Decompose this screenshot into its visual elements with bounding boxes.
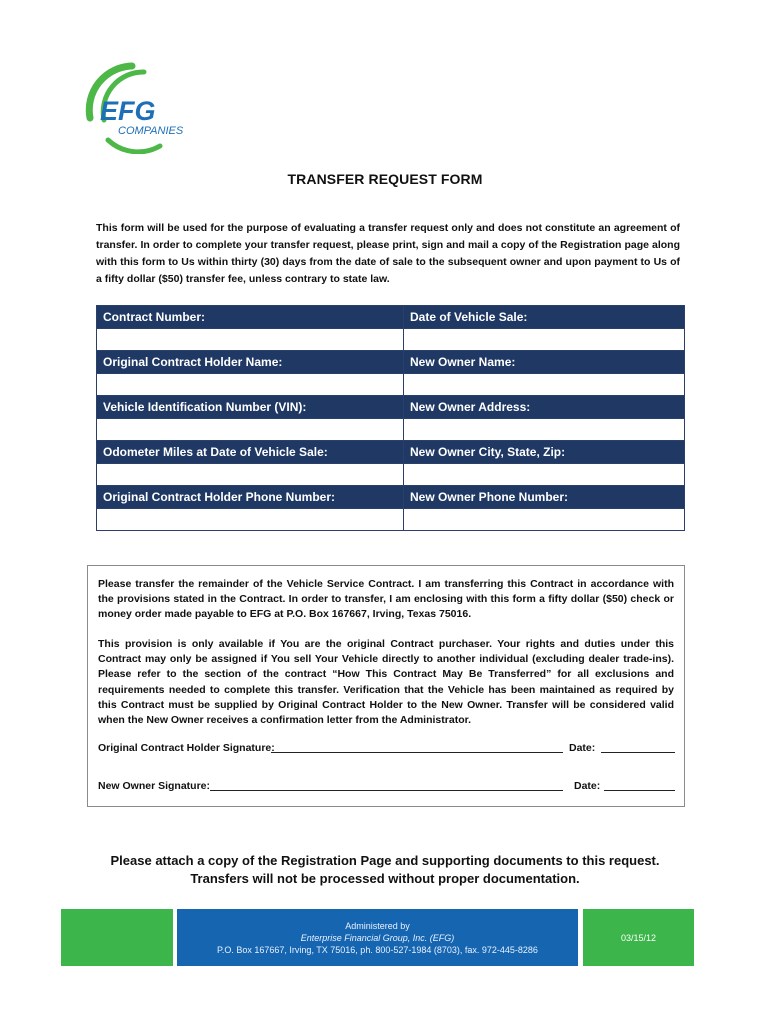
field-input-row (97, 509, 685, 531)
form-title: TRANSFER REQUEST FORM (287, 171, 483, 187)
new-owner-signature-row (98, 778, 674, 794)
new-owner-address-field[interactable] (404, 419, 685, 441)
logo-text-companies: COMPANIES (118, 125, 184, 137)
attach-instructions (0, 852, 770, 888)
vin-label: Vehicle Identification Number (VIN): (97, 396, 404, 419)
footer-date: 03/15/12 (620, 933, 657, 943)
original-holder-phone-label: Original Contract Holder Phone Number: (97, 486, 404, 509)
new-owner-city-field[interactable] (404, 464, 685, 486)
field-header-row (97, 306, 685, 329)
new-owner-city-label: New Owner City, State, Zip: (404, 441, 685, 464)
footer-green-block-left (61, 909, 173, 966)
date-of-sale-field[interactable] (404, 329, 685, 351)
footer-administrator-block (177, 909, 578, 966)
vin-field[interactable] (97, 419, 404, 441)
new-owner-name-field[interactable] (404, 374, 685, 396)
original-holder-name-field[interactable] (97, 374, 404, 396)
logo-text-efg: EFG (100, 96, 156, 126)
attach-line-2: Transfers will not be processed without proper documentation. (190, 871, 580, 886)
field-header-row (97, 486, 685, 509)
original-holder-signature-row (98, 740, 674, 756)
new-owner-name-label: New Owner Name: (404, 351, 685, 374)
transfer-fields-table (96, 305, 685, 531)
field-input-row (97, 419, 685, 441)
new-owner-phone-field[interactable] (404, 509, 685, 531)
new-owner-signature-line[interactable] (210, 790, 563, 791)
footer-line-3: P.O. Box 167667, Irving, TX 75016, ph. 800-527-1984 (8703), fax. 972-445-8286 (217, 945, 538, 955)
field-input-row (97, 374, 685, 396)
field-input-row (97, 464, 685, 486)
new-owner-signature-label: New Owner Signature: (98, 780, 211, 792)
footer-line-2: Enterprise Financial Group, Inc. (EFG) (300, 933, 455, 943)
field-header-row (97, 351, 685, 374)
intro-paragraph: This form will be used for the purpose of evaluating a transfer request only and does not constitute an agreement of transfer. In order to complete your transfer request, please print, sign and mail a copy of the Registration page along with this form to Us within thirty (30) days from the date of sale to the subsequent owner and upon payment to Us of a fifty dollar ($50) transfer fee, unless contrary to state law. (96, 222, 680, 285)
original-holder-signature-line[interactable] (271, 752, 563, 753)
footer-date-block (583, 909, 694, 966)
original-holder-date-line[interactable] (601, 752, 675, 753)
notice-paragraph-1: Please transfer the remainder of the Vehicle Service Contract. I am transferring this Contract in accordance with the provisions stated in the Contract. In order to transfer, I am enclosing with this form a fifty dollar ($50) check or money order made payable to EFG at P.O. Box 167667, Irving, Texas 75016. (98, 578, 674, 621)
notice-paragraph-2: This provision is only available if You are the original Contract purchaser. Your rights and duties under this Contract may only be assigned if You sell Your Vehicle directly to another individual (excluding dealer trade-ins). Please refer to the section of the contract “How This Contract May Be Transferred” for all exclusions and requirements needed to complete this transfer. Verification that the Vehicle has been maintained as required by this Contract must be supplied by Original Contract Holder to the New Owner. Transfer will be considered valid when the New Owner receives a confirmation letter from the Administrator. (98, 638, 674, 727)
attach-line-1: Please attach a copy of the Registration Page and supporting documents to this request. (110, 853, 660, 868)
contract-number-field[interactable] (97, 329, 404, 351)
efg-logo (74, 58, 204, 154)
field-input-row (97, 329, 685, 351)
new-owner-date-label: Date: (574, 780, 601, 792)
new-owner-address-label: New Owner Address: (404, 396, 685, 419)
original-holder-signature-label: Original Contract Holder Signature: (98, 742, 275, 754)
footer-line-1: Administered by (345, 921, 410, 931)
odometer-field[interactable] (97, 464, 404, 486)
odometer-label: Odometer Miles at Date of Vehicle Sale: (97, 441, 404, 464)
field-header-row (97, 396, 685, 419)
original-holder-date-label: Date: (569, 742, 596, 754)
original-holder-name-label: Original Contract Holder Name: (97, 351, 404, 374)
original-holder-phone-field[interactable] (97, 509, 404, 531)
date-of-sale-label: Date of Vehicle Sale: (404, 306, 685, 329)
transfer-notice-box (87, 565, 685, 807)
new-owner-date-line[interactable] (604, 790, 675, 791)
new-owner-phone-label: New Owner Phone Number: (404, 486, 685, 509)
field-header-row (97, 441, 685, 464)
contract-number-label: Contract Number: (97, 306, 404, 329)
